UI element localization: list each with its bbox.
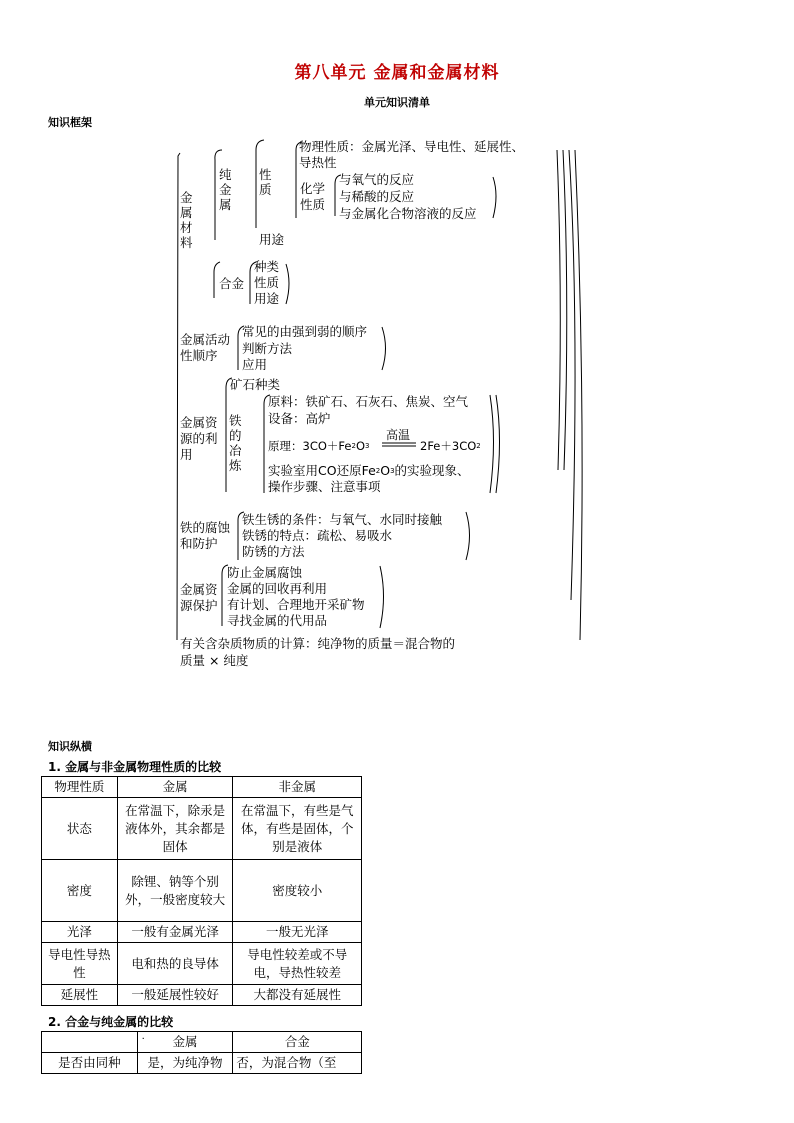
table1-cell: 光泽 — [42, 922, 118, 943]
corrosion-item-condition: 铁生锈的条件：与氧气、水同时接触 — [242, 512, 443, 527]
table1-cell: 在常温下，除汞是液体外，其余都是固体 — [117, 798, 233, 860]
calc-line1: 有关含杂质物质的计算：纯净物的质量＝混合物的 — [180, 636, 456, 651]
section-framework-heading: 知识框架 — [48, 116, 92, 129]
reaction-product: $2Fe+3CO^2$ — [420, 439, 481, 453]
lab-line1: 实验室用CO还原$Fe^2O^3$的实验现象、 — [268, 463, 470, 478]
protect-label: 金属资源保护 — [180, 582, 218, 613]
reaction-equals — [382, 442, 416, 448]
right-brace-3 — [569, 150, 575, 600]
iron-smelting-label: 铁的冶炼 — [229, 413, 242, 473]
right-brace-2 — [563, 150, 567, 470]
activity-item-method: 判断方法 — [242, 341, 293, 356]
page-subtitle: 单元知识清单 — [364, 96, 430, 109]
table1-cell: 延展性 — [42, 985, 118, 1006]
ore-type: 矿石种类 — [230, 377, 281, 392]
table2-header-cell: . 金属 — [137, 1032, 233, 1053]
chem-item-oxygen: 与氧气的反应 — [339, 172, 415, 187]
table1-cell: 在常温下，有些是气体，有些是固体，个别是液体 — [233, 798, 362, 860]
alloy-item-kind: 种类 — [254, 259, 280, 274]
page-title: 第八单元 金属和金属材料 — [294, 63, 500, 83]
table2-header-cell — [42, 1032, 138, 1053]
chem-item-salt: 与金属化合物溶液的反应 — [339, 206, 477, 221]
physical-property-line2: 导热性 — [299, 155, 337, 170]
table2-cell: 是否由同种 — [42, 1053, 138, 1074]
root-label: 金属材料 — [180, 190, 193, 250]
metal-nonmetal-table — [41, 776, 362, 1006]
table2-dot: . — [141, 1031, 145, 1042]
protect-item-1: 防止金属腐蚀 — [227, 565, 303, 580]
corrosion-label: 铁的腐蚀和防护 — [180, 520, 231, 551]
alloy-item-use: 用途 — [254, 291, 280, 306]
iron-close-1 — [490, 395, 494, 493]
activity-close — [382, 327, 386, 370]
table1-cell: 除锂、钠等个别外，一般密度较大 — [117, 860, 233, 922]
table1-header-cell: 非金属 — [233, 777, 362, 798]
activity-item-apply: 应用 — [242, 357, 268, 372]
corrosion-item-feature: 铁锈的特点：疏松、易吸水 — [242, 528, 393, 543]
activity-label: 金属活动性顺序 — [180, 332, 231, 363]
chemical-close — [493, 177, 496, 218]
lab-line2: 操作步骤、注意事项 — [268, 479, 381, 494]
table1-header-cell: 金属 — [117, 777, 233, 798]
resource-label: 金属资源的利用 — [180, 415, 218, 462]
corrosion-item-prevent: 防锈的方法 — [242, 544, 305, 559]
chemical-property-label: 化学性质 — [300, 181, 326, 212]
table1-cell: 一般有金属光泽 — [117, 922, 233, 943]
table1-cell: 密度 — [42, 860, 118, 922]
protect-close — [380, 566, 384, 628]
section-compare-heading: 知识纵横 — [48, 740, 92, 753]
table2-cell: 否，为混合物（至 — [233, 1053, 362, 1074]
calc-line2: 质量 × 纯度 — [180, 653, 249, 668]
table2-header-cell: 合金 — [233, 1032, 362, 1053]
pure-metal-label: 纯金属 — [219, 167, 232, 212]
smelt-raw: 原料：铁矿石、石灰石、焦炭、空气 — [268, 394, 469, 409]
smelt-principle: 原理：$3CO+Fe^2O^3$ — [268, 439, 370, 453]
protect-item-4: 寻找金属的代用品 — [227, 613, 328, 628]
right-brace-4 — [575, 150, 582, 640]
table1-cell: 一般延展性较好 — [117, 985, 233, 1006]
protect-item-3: 有计划、合理地开采矿物 — [227, 597, 365, 612]
alloy-item-property: 性质 — [254, 275, 280, 290]
physical-property-line1: 物理性质：金属光泽、导电性、延展性、 — [299, 139, 525, 154]
right-brace-1 — [557, 150, 560, 470]
table1-heading: 1. 金属与非金属物理性质的比较 — [48, 760, 222, 774]
iron-close-2 — [496, 395, 500, 493]
table1-cell: 导电性较差或不导电，导热性较差 — [233, 943, 362, 985]
smelt-equip: 设备：高炉 — [268, 411, 331, 426]
table2-heading: 2. 合金与纯金属的比较 — [48, 1015, 174, 1029]
alloy-pure-table — [41, 1031, 362, 1074]
table1-cell: 大都没有延展性 — [233, 985, 362, 1006]
alloy-label: 合金 — [219, 276, 245, 291]
table1-cell: 一般无光泽 — [233, 922, 362, 943]
activity-item-order: 常见的由强到弱的顺序 — [242, 324, 368, 339]
property-label: 性质 — [259, 167, 272, 197]
use-label: 用途 — [259, 232, 285, 247]
reaction-condition: 高温 — [385, 428, 410, 442]
protect-item-2: 金属的回收再利用 — [227, 581, 328, 596]
corrosion-close — [466, 512, 470, 560]
table1-cell: 密度较小 — [233, 860, 362, 922]
table1-cell: 电和热的良导体 — [117, 943, 233, 985]
table2-cell: 是，为纯净物 — [137, 1053, 233, 1074]
table1-cell: 导电性导热性 — [42, 943, 118, 985]
table1-header-cell: 物理性质 — [42, 777, 118, 798]
chem-item-acid: 与稀酸的反应 — [339, 189, 415, 204]
table1-cell: 状态 — [42, 798, 118, 860]
alloy-close — [286, 264, 289, 304]
